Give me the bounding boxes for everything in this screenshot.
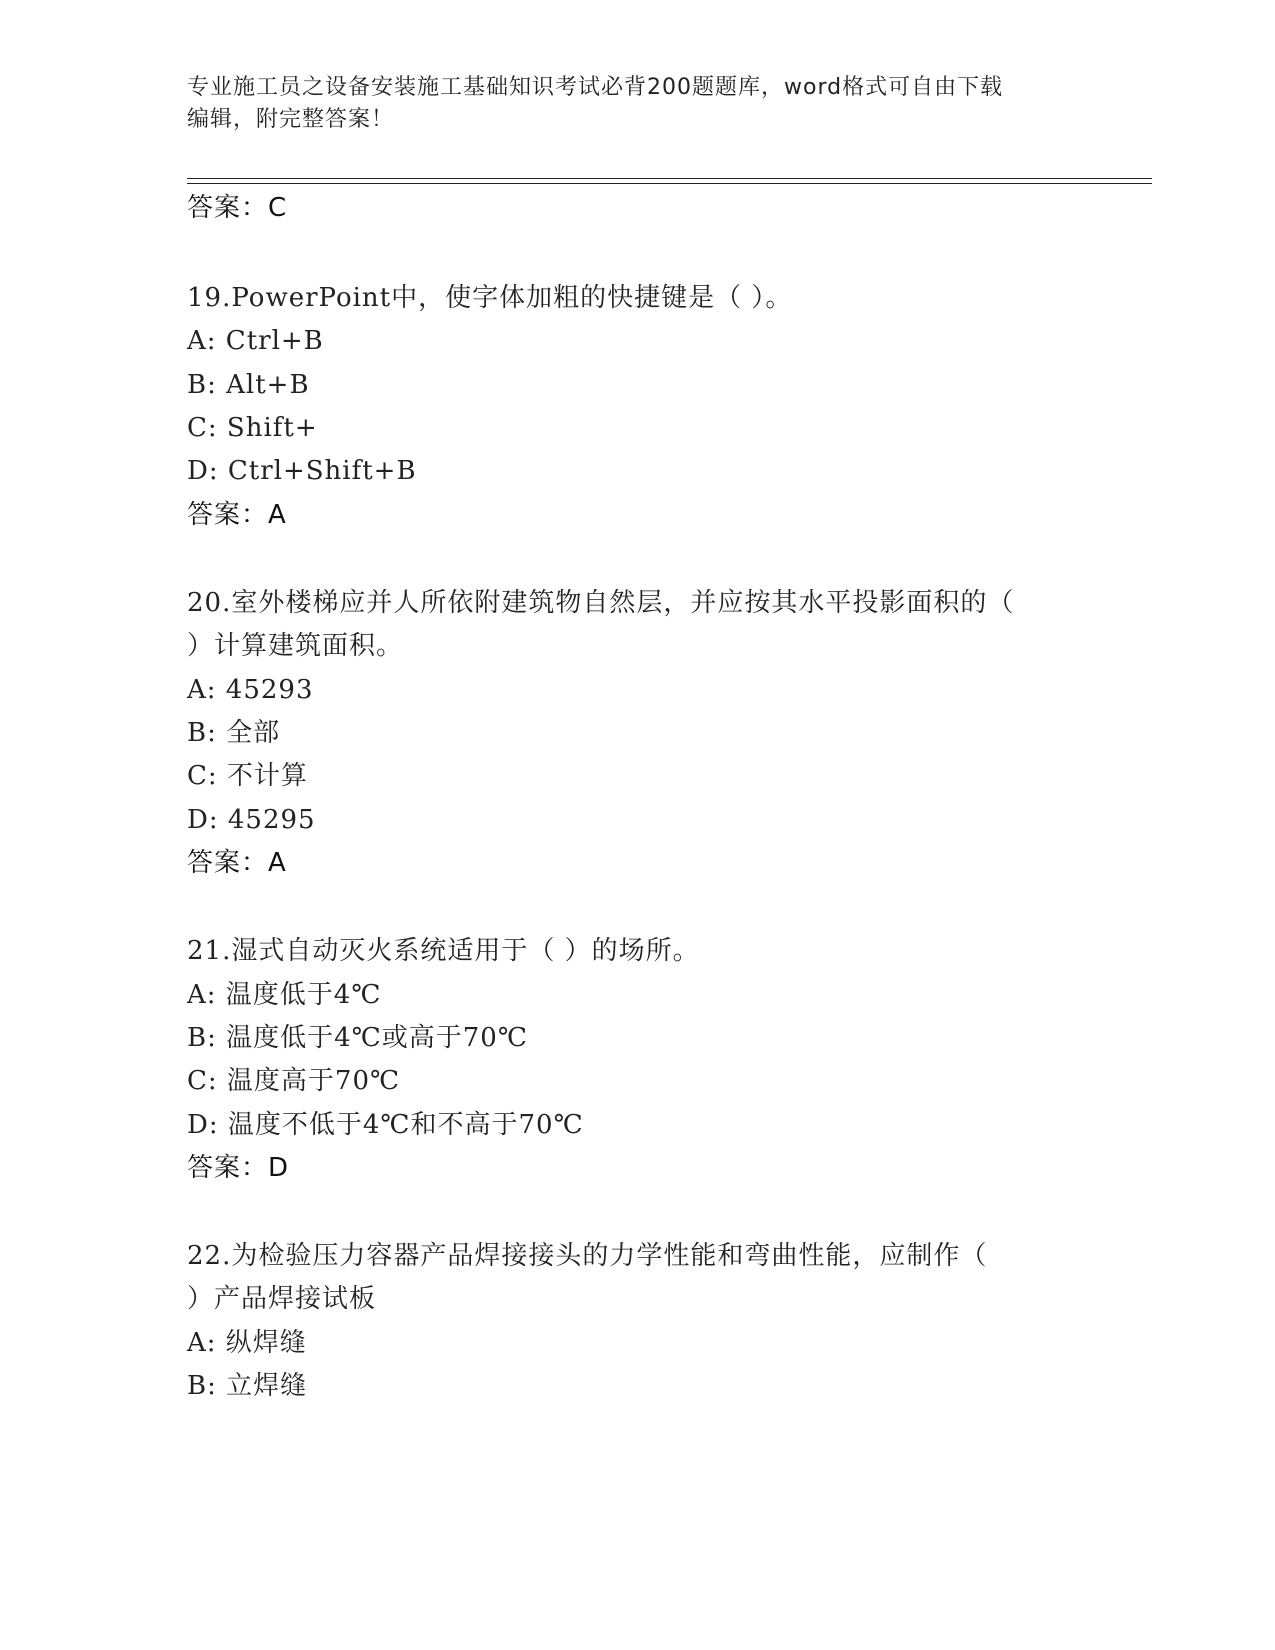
question-22-stem-line-2: ）产品焊接试板 xyxy=(187,1284,377,1314)
question-19-option-b: B: Alt+B xyxy=(187,370,310,400)
question-22-stem-line-1: 22.为检验压力容器产品焊接接头的力学性能和弯曲性能，应制作（ xyxy=(187,1241,988,1271)
question-22-option-a: A: 纵焊缝 xyxy=(187,1328,307,1358)
question-21-option-a: A: 温度低于4℃ xyxy=(187,980,382,1010)
document-header xyxy=(187,72,1087,136)
question-19-stem: 19.PowerPoint中，使字体加粗的快捷键是（ ）。 xyxy=(187,283,793,313)
question-21-stem: 21.湿式自动灭火系统适用于（ ）的场所。 xyxy=(187,936,700,966)
question-20-stem-line-2: ）计算建筑面积。 xyxy=(187,631,404,661)
answer-18: 答案：C xyxy=(187,193,288,223)
header-divider xyxy=(187,178,1152,179)
question-21-option-c: C: 温度高于70℃ xyxy=(187,1066,401,1096)
question-20-option-c: C: 不计算 xyxy=(187,761,308,791)
answer-19: 答案：A xyxy=(187,500,287,530)
header-line-2: 编辑，附完整答案！ xyxy=(187,107,395,132)
header-divider-second xyxy=(187,183,1152,184)
question-20-option-a: A: 45293 xyxy=(187,675,314,705)
question-20-option-b: B: 全部 xyxy=(187,718,281,748)
question-21-option-d: D: 温度不低于4℃和不高于70℃ xyxy=(187,1110,584,1140)
answer-20: 答案：A xyxy=(187,848,287,878)
question-22-option-b: B: 立焊缝 xyxy=(187,1371,308,1401)
question-20-stem-line-1: 20.室外楼梯应并人所依附建筑物自然层，并应按其水平投影面积的（ xyxy=(187,588,1015,618)
question-19-option-a: A: Ctrl+B xyxy=(187,326,324,356)
question-19-option-c: C: Shift+ xyxy=(187,413,318,443)
answer-21: 答案：D xyxy=(187,1153,290,1183)
question-21-option-b: B: 温度低于4℃或高于70℃ xyxy=(187,1023,528,1053)
question-19-option-d: D: Ctrl+Shift+B xyxy=(187,456,417,486)
question-20-option-d: D: 45295 xyxy=(187,805,316,835)
header-line-1: 专业施工员之设备安装施工基础知识考试必背200题题库，word格式可自由下载 xyxy=(187,75,1004,100)
